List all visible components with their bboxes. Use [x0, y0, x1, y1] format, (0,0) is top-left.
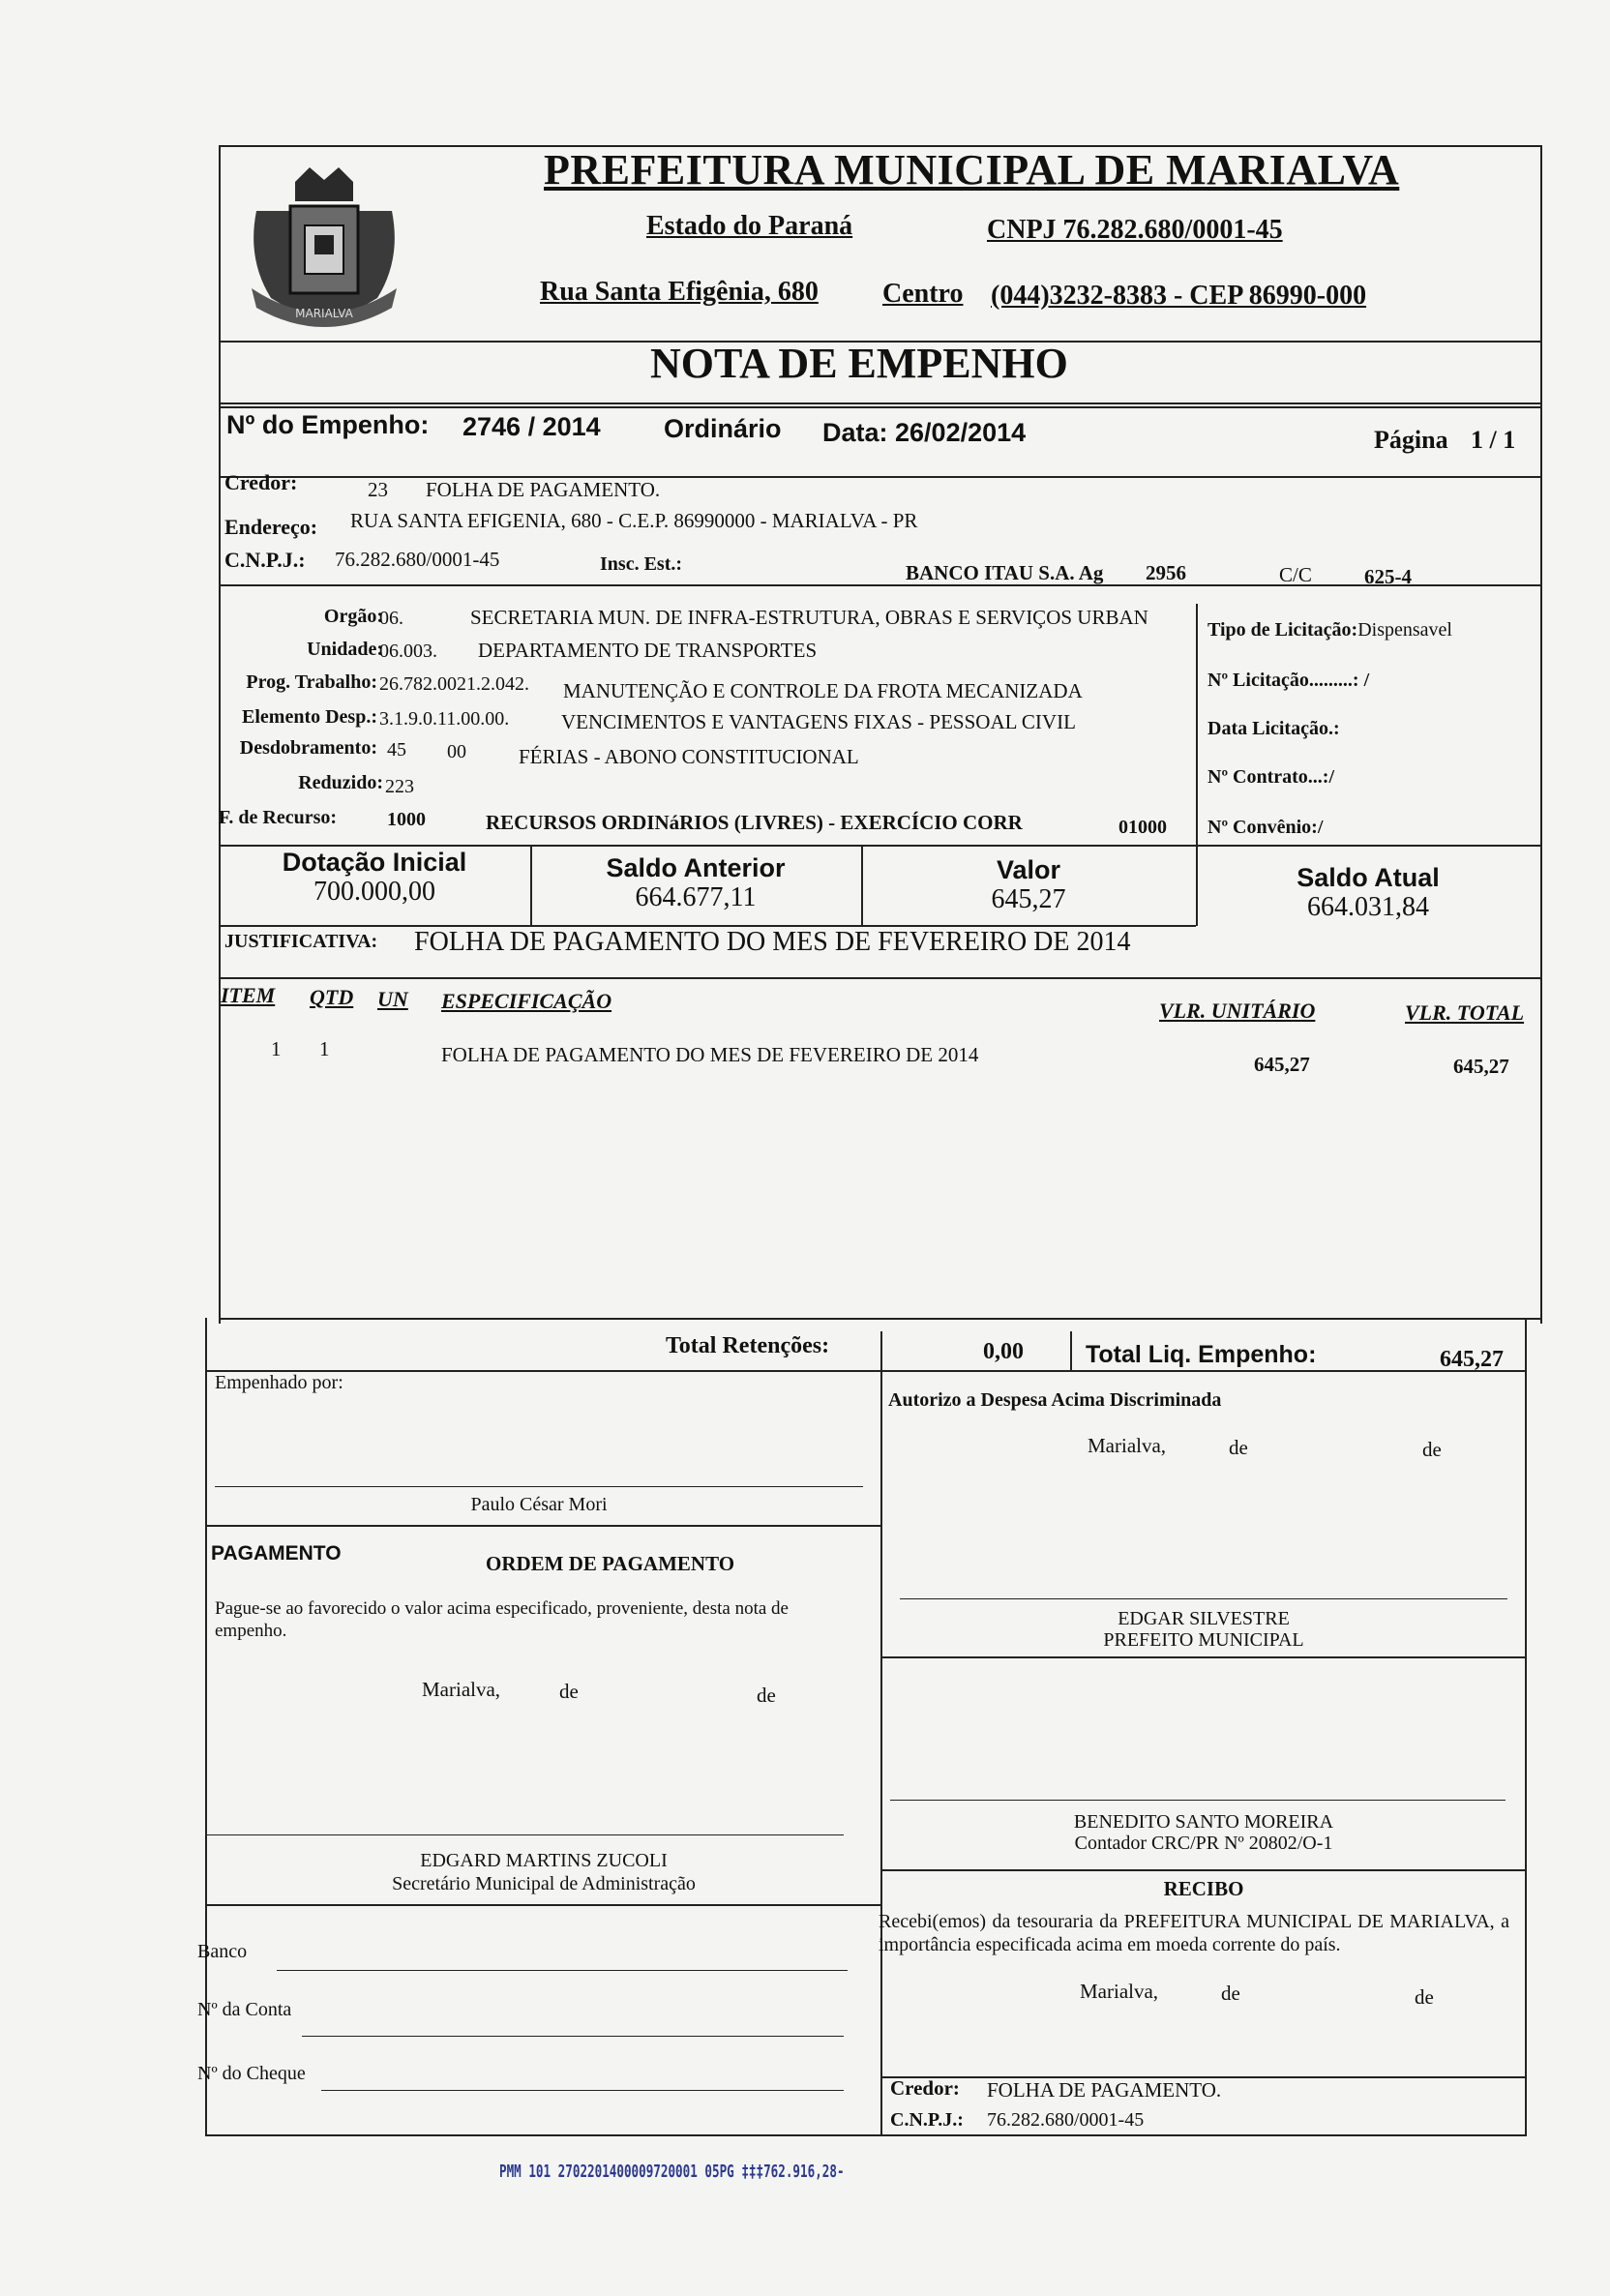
valor-value: 645,27	[991, 884, 1066, 914]
credor-label: Credor:	[224, 470, 298, 494]
conta-field[interactable]	[302, 2036, 844, 2037]
cheque-field[interactable]	[321, 2090, 844, 2091]
address-value: RUA SANTA EFIGENIA, 680 - C.E.P. 86990000 - MARIALVA - PR	[350, 509, 918, 532]
col-unit: VLR. UNITÁRIO	[1159, 999, 1316, 1023]
col-qtd: QTD	[310, 985, 354, 1009]
saldo-atual-label: Saldo Atual	[1297, 863, 1440, 892]
recurso-code2: 01000	[1118, 817, 1167, 838]
prog-code: 26.782.0021.2.042.	[379, 673, 529, 695]
secretario-title: Secretário Municipal de Administração	[392, 1873, 696, 1894]
divider-justificativa	[219, 977, 1542, 979]
divider-empenhado	[205, 1525, 882, 1527]
footer-cnpj-value: 76.282.680/0001-45	[987, 2109, 1145, 2131]
col-un: UN	[377, 987, 408, 1011]
divider-licitacao-v	[1196, 604, 1198, 846]
prog-label: Prog. Trabalho:	[246, 671, 377, 693]
divider-secretario	[205, 1904, 882, 1906]
divider-title-double	[219, 406, 1542, 408]
pagamento-label: PAGAMENTO	[211, 1542, 342, 1565]
divider-summary	[205, 1370, 1527, 1372]
recurso-name: RECURSOS ORDINáRIOS (LIVRES) - EXERCÍCIO CORR	[486, 811, 1023, 834]
bank-agency: 2956	[1146, 561, 1186, 584]
prefeito-name: EDGAR SILVESTRE	[1118, 1608, 1290, 1629]
unidade-label: Unidade:	[307, 639, 383, 660]
unidade-name: DEPARTAMENTO DE TRANSPORTES	[478, 639, 818, 662]
footer-code: PMM 101 2702201400009720001 05PG ‡‡‡762.916,28-	[499, 2162, 845, 2182]
col-item: ITEM	[221, 983, 276, 1007]
credor-name: FOLHA DE PAGAMENTO.	[426, 478, 661, 501]
page-label: Página	[1374, 426, 1448, 454]
elemento-label: Elemento Desp.:	[242, 706, 377, 728]
orgao-label: Orgão:	[323, 606, 383, 627]
reduzido-label: Reduzido:	[298, 772, 383, 793]
municipal-crest	[237, 153, 411, 337]
divider-middle	[880, 1331, 882, 2134]
autorizo-de2: de	[1422, 1438, 1442, 1461]
cc-label: C/C	[1279, 563, 1312, 586]
recurso-label: F. de Recurso:	[219, 807, 338, 828]
autorizo-place: Marialva,	[1088, 1434, 1167, 1457]
licitacao-convenio: Nº Convênio:/	[1208, 817, 1324, 838]
header-title: PREFEITURA MUNICIPAL DE MARIALVA	[544, 146, 1400, 194]
empenhado-sign-line	[215, 1486, 863, 1487]
recibo-title: RECIBO	[1163, 1877, 1244, 1900]
bank-name: BANCO ITAU S.A. Ag	[906, 561, 1104, 584]
header-street: Rua Santa Efigênia, 680	[540, 277, 819, 307]
empenho-date: Data: 26/02/2014	[822, 418, 1027, 447]
banco-label: Banco	[197, 1941, 248, 1962]
reduzido-value: 223	[385, 776, 414, 797]
divider-budget	[219, 845, 1542, 847]
row-spec: FOLHA DE PAGAMENTO DO MES DE FEVEREIRO DE 2014	[441, 1043, 979, 1066]
cc-value: 625-4	[1364, 565, 1412, 588]
desdob-name: FÉRIAS - ABONO CONSTITUCIONAL	[519, 745, 859, 768]
pague-place: Marialva,	[422, 1678, 501, 1701]
row-total: 645,27	[1453, 1055, 1509, 1078]
banco-field[interactable]	[277, 1970, 848, 1971]
address-label: Endereço:	[224, 515, 318, 539]
recibo-place: Marialva,	[1080, 1980, 1159, 2003]
orgao-name: SECRETARIA MUN. DE INFRA-ESTRUTURA, OBRAS E SERVIÇOS URBAN	[470, 606, 1148, 629]
retencoes-label: Total Retenções:	[666, 1333, 830, 1358]
footer-cnpj-label: C.N.P.J.:	[890, 2109, 964, 2131]
liq-label: Total Liq. Empenho:	[1086, 1341, 1317, 1368]
unidade-code: 06.003.	[379, 641, 437, 662]
frame-right-lower	[1525, 1318, 1527, 2136]
header-cnpj: CNPJ 76.282.680/0001-45	[987, 215, 1283, 245]
empenho-label: Nº do Empenho:	[226, 410, 430, 439]
contador-name: BENEDITO SANTO MOREIRA	[1073, 1811, 1334, 1833]
col-total: VLR. TOTAL	[1405, 1000, 1525, 1025]
divider-title	[219, 403, 1542, 404]
footer-credor-label: Credor:	[890, 2076, 960, 2100]
orgao-code: 06.	[379, 608, 403, 629]
doc-title: NOTA DE EMPENHO	[650, 340, 1068, 387]
justificativa-label: JUSTIFICATIVA:	[224, 931, 378, 952]
secretario-name: EDGARD MARTINS ZUCOLI	[420, 1850, 668, 1871]
licitacao-contrato: Nº Contrato...:/	[1208, 766, 1335, 788]
header-state: Estado do Paraná	[646, 211, 853, 241]
frame-bottom	[205, 2134, 1527, 2136]
col-spec: ESPECIFICAÇÃO	[441, 989, 612, 1013]
elemento-code: 3.1.9.0.11.00.00.	[379, 708, 510, 730]
secretario-sign-line	[205, 1834, 844, 1835]
cnpj-label: C.N.P.J.:	[224, 548, 306, 572]
prog-name: MANUTENÇÃO E CONTROLE DA FROTA MECANIZADA	[563, 679, 1083, 702]
pague-de2: de	[757, 1684, 776, 1707]
row-qtd: 1	[319, 1037, 330, 1060]
valor-label: Valor	[996, 855, 1061, 884]
autorizo-de1: de	[1229, 1436, 1248, 1459]
divider-credor	[219, 584, 1542, 586]
autorizo-label: Autorizo a Despesa Acima Discriminada	[888, 1389, 1222, 1411]
row-item: 1	[271, 1037, 282, 1060]
contador-title: Contador CRC/PR Nº 20802/O-1	[1074, 1833, 1333, 1854]
recibo-de1: de	[1221, 1982, 1240, 2005]
header-phone-cep: (044)3232-8383 - CEP 86990-000	[991, 281, 1367, 311]
cheque-label: Nº do Cheque	[197, 2063, 306, 2084]
dotacao-value: 700.000,00	[313, 877, 435, 907]
pague-de1: de	[559, 1680, 579, 1703]
recurso-code: 1000	[387, 809, 426, 830]
credor-code: 23	[368, 478, 388, 501]
dotacao-label: Dotação Inicial	[282, 848, 467, 877]
cnpj-value: 76.282.680/0001-45	[335, 548, 500, 571]
divider-items	[219, 1318, 1542, 1320]
frame-right-upper	[1540, 145, 1542, 1324]
empenho-number: 2746 / 2014	[462, 412, 601, 441]
elemento-name: VENCIMENTOS E VANTAGENS FIXAS - PESSOAL CIVIL	[561, 710, 1076, 733]
pague-text: Pague-se ao favorecido o valor acima especificado, proveniente, desta nota de empenho.	[215, 1598, 789, 1641]
divider-empenho	[219, 476, 1542, 478]
recibo-de2: de	[1415, 1985, 1434, 2009]
saldo-anterior-label: Saldo Anterior	[606, 853, 786, 882]
empenho-type: Ordinário	[664, 414, 782, 443]
prefeito-sign-line	[900, 1598, 1507, 1599]
desdob-label: Desdobramento:	[239, 737, 377, 759]
frame-left-upper	[219, 145, 221, 1324]
page-value: 1 / 1	[1471, 426, 1516, 454]
licitacao-tipo: Tipo de Licitação:Dispensavel	[1208, 619, 1452, 641]
divider-summary-v	[1070, 1331, 1072, 1372]
conta-label: Nº da Conta	[197, 1999, 292, 2020]
header-district: Centro	[882, 279, 964, 309]
divider-prefeito	[880, 1656, 1527, 1658]
empenhado-label: Empenhado por:	[215, 1372, 343, 1393]
recibo-text: Recebi(emos) da tesouraria da PREFEITURA MUNICIPAL DE MARIALVA, a importância especificada acima em moeda corrente do país.	[879, 1911, 1509, 1955]
row-unit: 645,27	[1254, 1053, 1310, 1076]
licitacao-num: Nº Licitação.........: /	[1208, 670, 1370, 691]
empenhado-name: Paulo César Mori	[470, 1494, 608, 1515]
ordem-label: ORDEM DE PAGAMENTO	[486, 1552, 735, 1575]
justificativa-text: FOLHA DE PAGAMENTO DO MES DE FEVEREIRO DE 2014	[414, 927, 1131, 957]
divider-contador	[880, 1869, 1527, 1871]
desdob-code: 45	[387, 739, 406, 760]
licitacao-data: Data Licitação.:	[1208, 718, 1340, 739]
liq-value: 645,27	[1440, 1347, 1504, 1372]
saldo-atual-value: 664.031,84	[1307, 892, 1429, 922]
contador-sign-line	[890, 1800, 1506, 1801]
svg-text:MARIALVA: MARIALVA	[295, 307, 353, 320]
desdob-sub: 00	[447, 741, 466, 762]
saldo-anterior-value: 664.677,11	[635, 882, 757, 912]
prefeito-title: PREFEITO MUNICIPAL	[1103, 1629, 1304, 1651]
retencoes-value: 0,00	[983, 1339, 1024, 1364]
insc-label: Insc. Est.:	[600, 553, 683, 575]
footer-credor-value: FOLHA DE PAGAMENTO.	[987, 2078, 1222, 2102]
